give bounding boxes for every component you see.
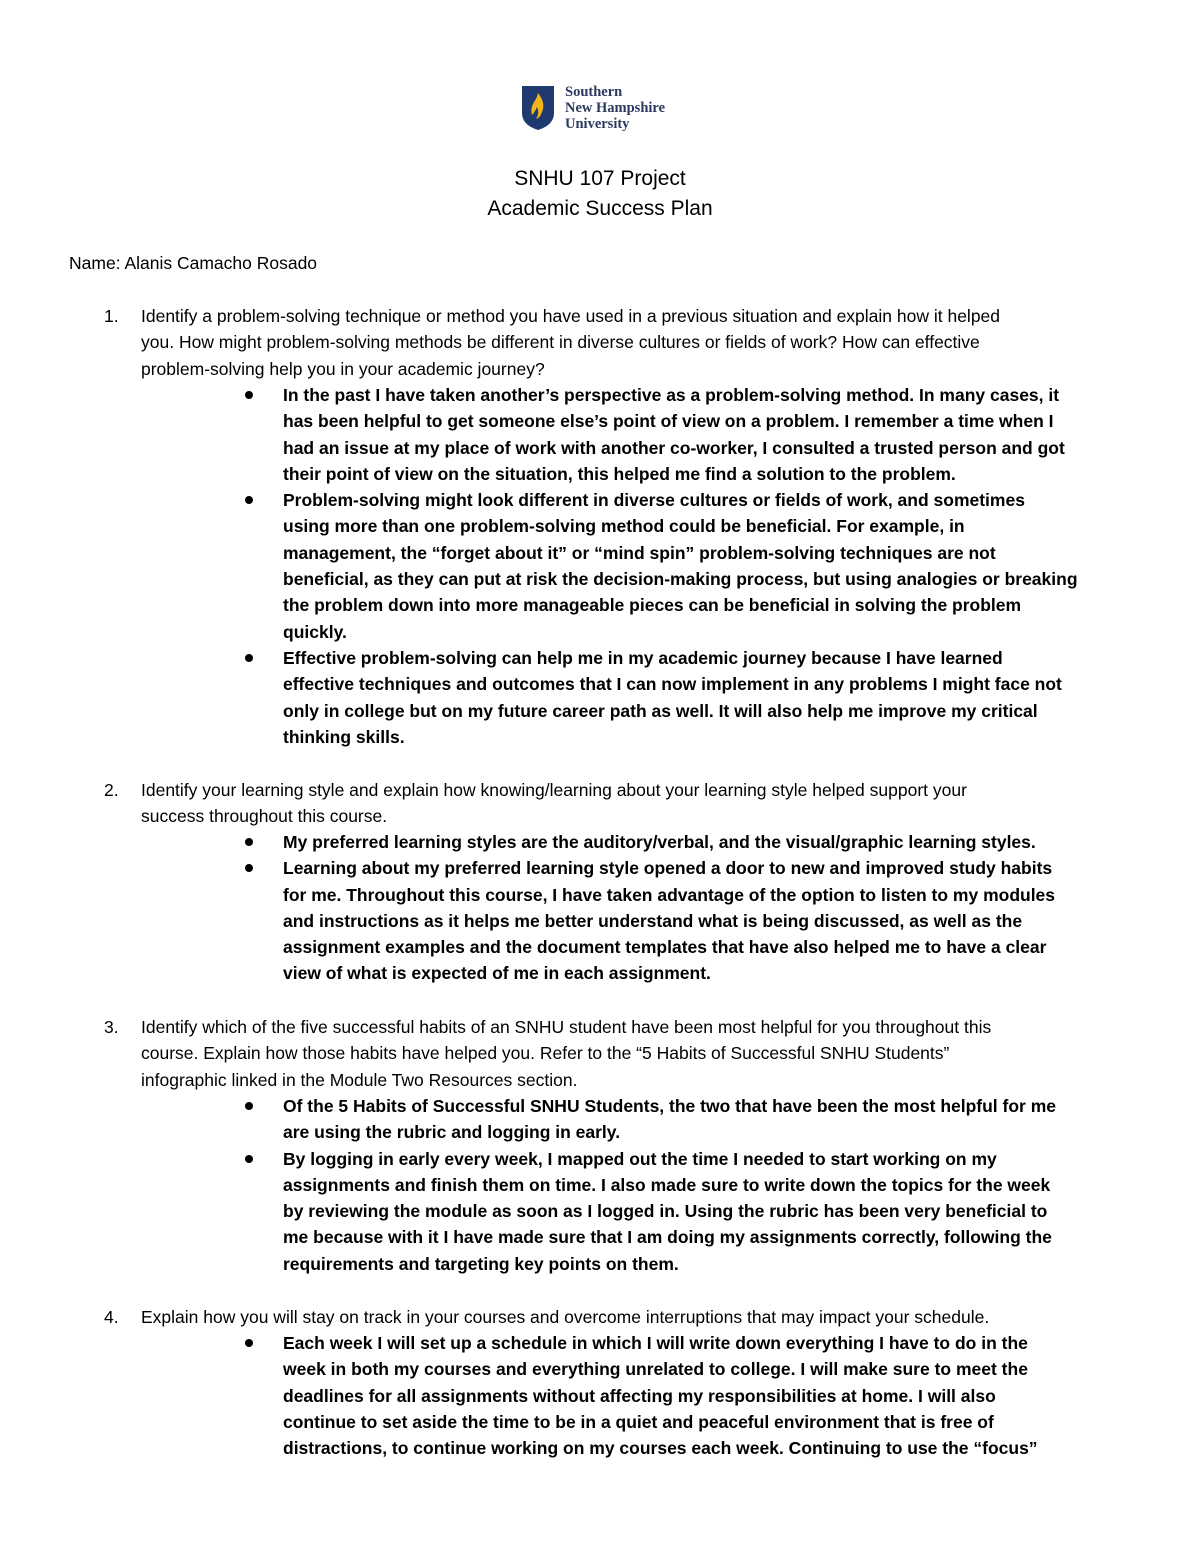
bullet-icon bbox=[245, 1155, 253, 1163]
question-text bbox=[141, 1014, 1131, 1093]
bullet-icon bbox=[245, 1102, 253, 1110]
answer-line: My preferred learning styles are the auditory/verbal, and the visual/graphic learning styles. bbox=[283, 832, 1036, 852]
answer-line: effective techniques and outcomes that I can now implement in any problems I might face not bbox=[283, 674, 1062, 695]
answer-line: had an issue at my place of work with another co-worker, I consulted a trusted person and got bbox=[283, 437, 1065, 458]
shield-flame-icon bbox=[521, 85, 555, 131]
answer-line: their point of view on the situation, this helped me find a solution to the problem. bbox=[283, 463, 956, 484]
document-title bbox=[0, 164, 1200, 224]
answer-line: Of the 5 Habits of Successful SNHU Students, the two that have been the most helpful for me bbox=[283, 1096, 1057, 1116]
answer-line: by reviewing the module as soon as I logged in. Using the rubric has been very beneficial to bbox=[283, 1201, 1048, 1222]
answer-bullet bbox=[240, 1093, 1140, 1146]
answers-4 bbox=[240, 1330, 1140, 1461]
bullet-icon bbox=[245, 1339, 253, 1347]
answer-line: management, the “forget about it” or “mind spin” problem-solving techniques are not bbox=[283, 542, 996, 563]
answer-line: quickly. bbox=[283, 621, 347, 642]
question-number: 4. bbox=[104, 1307, 119, 1327]
logo-line-3: University bbox=[565, 116, 630, 132]
bullet-icon bbox=[245, 654, 253, 662]
answer-line: Each week I will set up a schedule in which I will write down everything I have to do in the bbox=[283, 1333, 1028, 1353]
answer-line: By logging in early every week, I mapped out the time I needed to start working on my bbox=[283, 1148, 997, 1169]
answer-line: deadlines for all assignments without affecting my responsibilities at home. I will also bbox=[283, 1385, 996, 1406]
answer-line: assignments and finish them on time. I also made sure to write down the topics for the week bbox=[283, 1174, 1051, 1195]
question-line: success throughout this course. bbox=[141, 806, 388, 827]
answer-line: for me. Throughout this course, I have taken advantage of the option to listen to my modules bbox=[283, 884, 1056, 905]
answers-1 bbox=[240, 382, 1140, 750]
answer-line: thinking skills. bbox=[283, 726, 405, 747]
question-line: Identify a problem-solving technique or method you have used in a previous situation and explain how it helped bbox=[141, 306, 1001, 326]
bullet-icon bbox=[245, 838, 253, 846]
answer-line: beneficial, as they can put at risk the decision-making process, but using analogies or breaking bbox=[283, 569, 1078, 590]
answer-line: assignment examples and the document templates that have also helped me to have a clear bbox=[283, 937, 1047, 958]
question-number: 1. bbox=[104, 306, 119, 326]
logo-wordmark bbox=[565, 84, 665, 132]
title-line-2: Academic Success Plan bbox=[487, 197, 713, 220]
question-text bbox=[141, 303, 1131, 382]
answer-bullet bbox=[240, 645, 1140, 750]
answer-line: are using the rubric and logging in early. bbox=[283, 1122, 621, 1143]
answer-line: and instructions as it helps me better understand what is being discussed, as well as the bbox=[283, 910, 1023, 931]
answer-line: the problem down into more manageable pieces can be beneficial in solving the problem bbox=[283, 595, 1022, 616]
question-line: Explain how you will stay on track in your courses and overcome interruptions that may impact your schedule. bbox=[141, 1307, 990, 1327]
answer-bullet bbox=[240, 382, 1140, 487]
bullet-icon bbox=[245, 496, 253, 504]
answer-line: only in college but on my future career path as well. It will also help me improve my critical bbox=[283, 700, 1038, 721]
university-logo bbox=[521, 84, 665, 132]
answer-line: requirements and targeting key points on them. bbox=[283, 1253, 679, 1274]
answers-3 bbox=[240, 1093, 1140, 1277]
answer-bullet bbox=[240, 487, 1140, 645]
question-line: you. How might problem-solving methods be different in diverse cultures or fields of work? How can effective bbox=[141, 332, 980, 353]
answers-2 bbox=[240, 829, 1140, 987]
question-line: infographic linked in the Module Two Resources section. bbox=[141, 1069, 578, 1090]
answer-line: Effective problem-solving can help me in my academic journey because I have learned bbox=[283, 647, 1003, 668]
answer-line: In the past I have taken another’s perspective as a problem-solving method. In many cases, it bbox=[283, 385, 1060, 405]
answer-bullet bbox=[240, 855, 1140, 986]
answer-line: Learning about my preferred learning style opened a door to new and improved study habits bbox=[283, 858, 1053, 879]
answer-bullet bbox=[240, 1146, 1140, 1277]
bullet-icon bbox=[245, 391, 253, 399]
question-text bbox=[141, 1304, 1131, 1330]
answer-line: has been helpful to get someone else’s point of view on a problem. I remember a time when I bbox=[283, 411, 1054, 432]
question-number: 2. bbox=[104, 780, 119, 800]
question-number: 3. bbox=[104, 1017, 119, 1037]
question-line: Identify your learning style and explain how knowing/learning about your learning style helped support your bbox=[141, 780, 967, 800]
bullet-icon bbox=[245, 864, 253, 872]
answer-line: continue to set aside the time to be in a quiet and peaceful environment that is free of bbox=[283, 1411, 994, 1432]
answer-line: distractions, to continue working on my courses each week. Continuing to use the “focus” bbox=[283, 1438, 1038, 1459]
student-name: Name: Alanis Camacho Rosado bbox=[69, 253, 318, 273]
answer-line: Problem-solving might look different in diverse cultures or fields of work, and sometimes bbox=[283, 490, 1025, 511]
question-line: problem-solving help you in your academic journey? bbox=[141, 358, 545, 379]
question-text bbox=[141, 777, 1131, 830]
question-line: course. Explain how those habits have helped you. Refer to the “5 Habits of Successful SNHU Students” bbox=[141, 1043, 950, 1064]
answer-line: using more than one problem-solving method could be beneficial. For example, in bbox=[283, 516, 965, 537]
logo-line-1: Southern bbox=[565, 84, 623, 100]
question-line: Identify which of the five successful habits of an SNHU student have been most helpful for you throughout this bbox=[141, 1017, 992, 1037]
answer-line: view of what is expected of me in each assignment. bbox=[283, 963, 711, 984]
answer-line: me because with it I have made sure that I am doing my assignments correctly, following the bbox=[283, 1227, 1052, 1248]
logo-line-2: New Hampshire bbox=[565, 100, 666, 116]
title-line-1: SNHU 107 Project bbox=[514, 167, 686, 190]
answer-bullet bbox=[240, 1330, 1140, 1461]
answer-bullet bbox=[240, 829, 1140, 855]
answer-line: week in both my courses and everything unrelated to college. I will make sure to meet the bbox=[283, 1359, 1028, 1380]
